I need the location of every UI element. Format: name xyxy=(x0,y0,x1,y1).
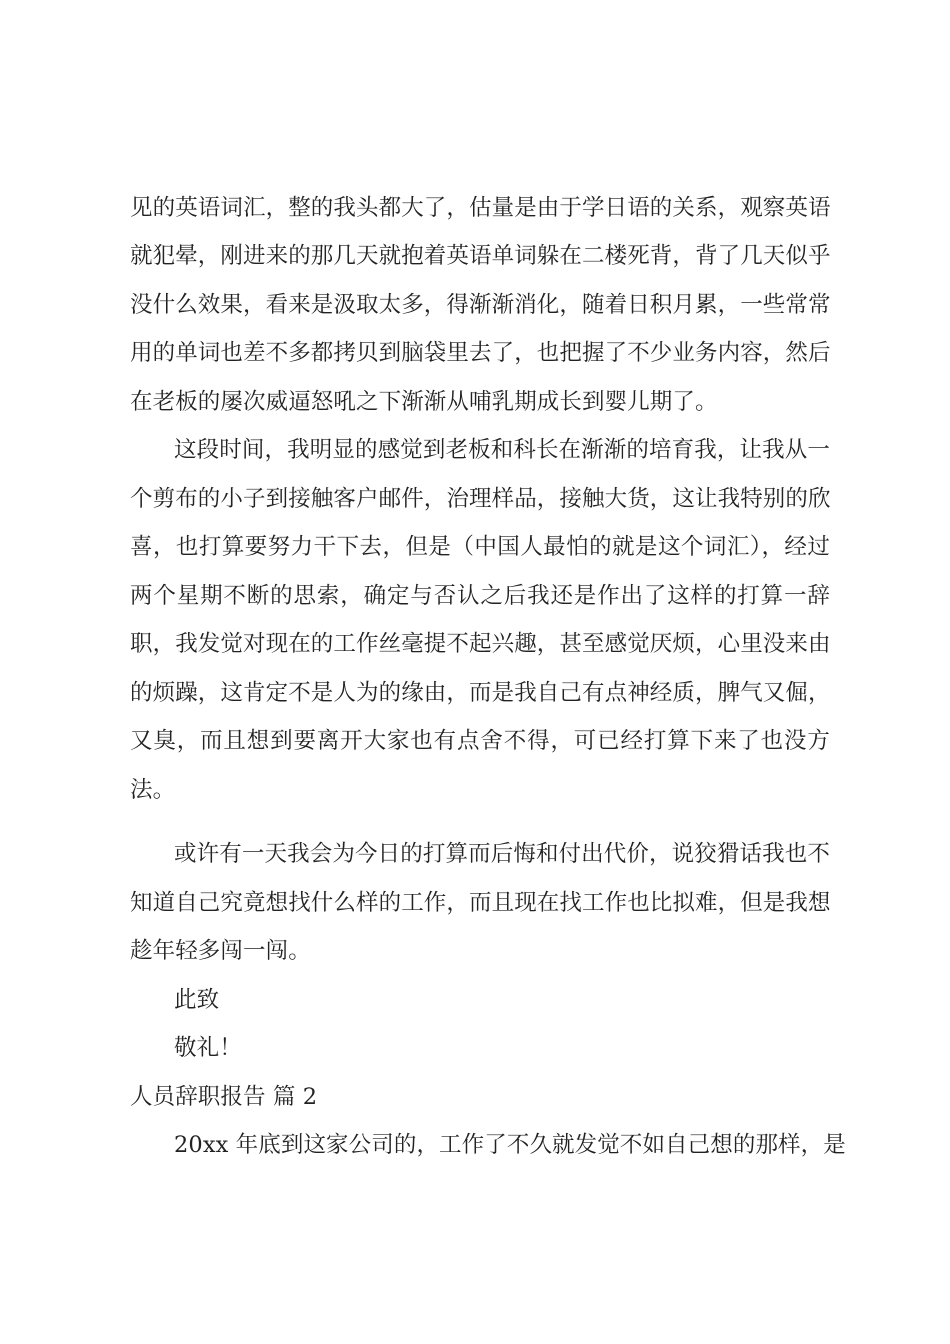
closing-regards: 敬礼！ xyxy=(174,1035,242,1061)
text-line: 两个星期不断的思索，确定与否认之后我还是作出了这样的打算一辞 xyxy=(130,583,830,609)
text-line: 法。 xyxy=(130,777,176,803)
text-line: 趁年轻多闯一闯。 xyxy=(130,938,311,964)
text-line: 在老板的屡次威逼怒吼之下渐渐从哺乳期成长到婴儿期了。 xyxy=(130,389,718,415)
text-line: 知道自己究竟想找什么样的工作，而且现在找工作也比拟难，但是我想 xyxy=(130,890,831,916)
text-line: 喜，也打算要努力干下去，但是（中国人最怕的就是这个词汇），经过 xyxy=(130,534,830,560)
paragraph-first-line: 这段时间，我明显的感觉到老板和科长在渐渐的培育我，让我从一 xyxy=(174,437,830,463)
text-line: 没什么效果，看来是汲取太多，得渐渐消化，随着日积月累，一些常常 xyxy=(130,292,831,318)
text-line: 个剪布的小子到接触客户邮件，治理样品，接触大货，这让我特别的欣 xyxy=(130,486,831,512)
closing-salutation: 此致 xyxy=(174,987,220,1013)
text-line: 就犯晕，刚进来的那几天就抱着英语单词躲在二楼死背，背了几天似乎 xyxy=(130,243,831,269)
text-line: 职，我发觉对现在的工作丝毫提不起兴趣，甚至感觉厌烦，心里没来由 xyxy=(130,631,831,657)
text-line: 见的英语词汇，整的我头都大了，估量是由于学日语的关系，观察英语 xyxy=(130,195,831,221)
section-heading: 人员辞职报告 篇 2 xyxy=(130,1084,318,1110)
paragraph-first-line: 或许有一天我会为今日的打算而后悔和付出代价，说狡猾话我也不 xyxy=(174,841,830,867)
text-line: 的烦躁，这肯定不是人为的缘由，而是我自己有点神经质，脾气又倔， xyxy=(130,680,831,706)
paragraph-first-line: 20xx 年底到这家公司的，工作了不久就发觉不如自己想的那样，是 xyxy=(174,1132,846,1158)
text-line: 又臭，而且想到要离开大家也有点舍不得，可已经打算下来了也没方 xyxy=(130,728,830,754)
text-line: 用的单词也差不多都拷贝到脑袋里去了，也把握了不少业务内容，然后 xyxy=(130,340,831,366)
